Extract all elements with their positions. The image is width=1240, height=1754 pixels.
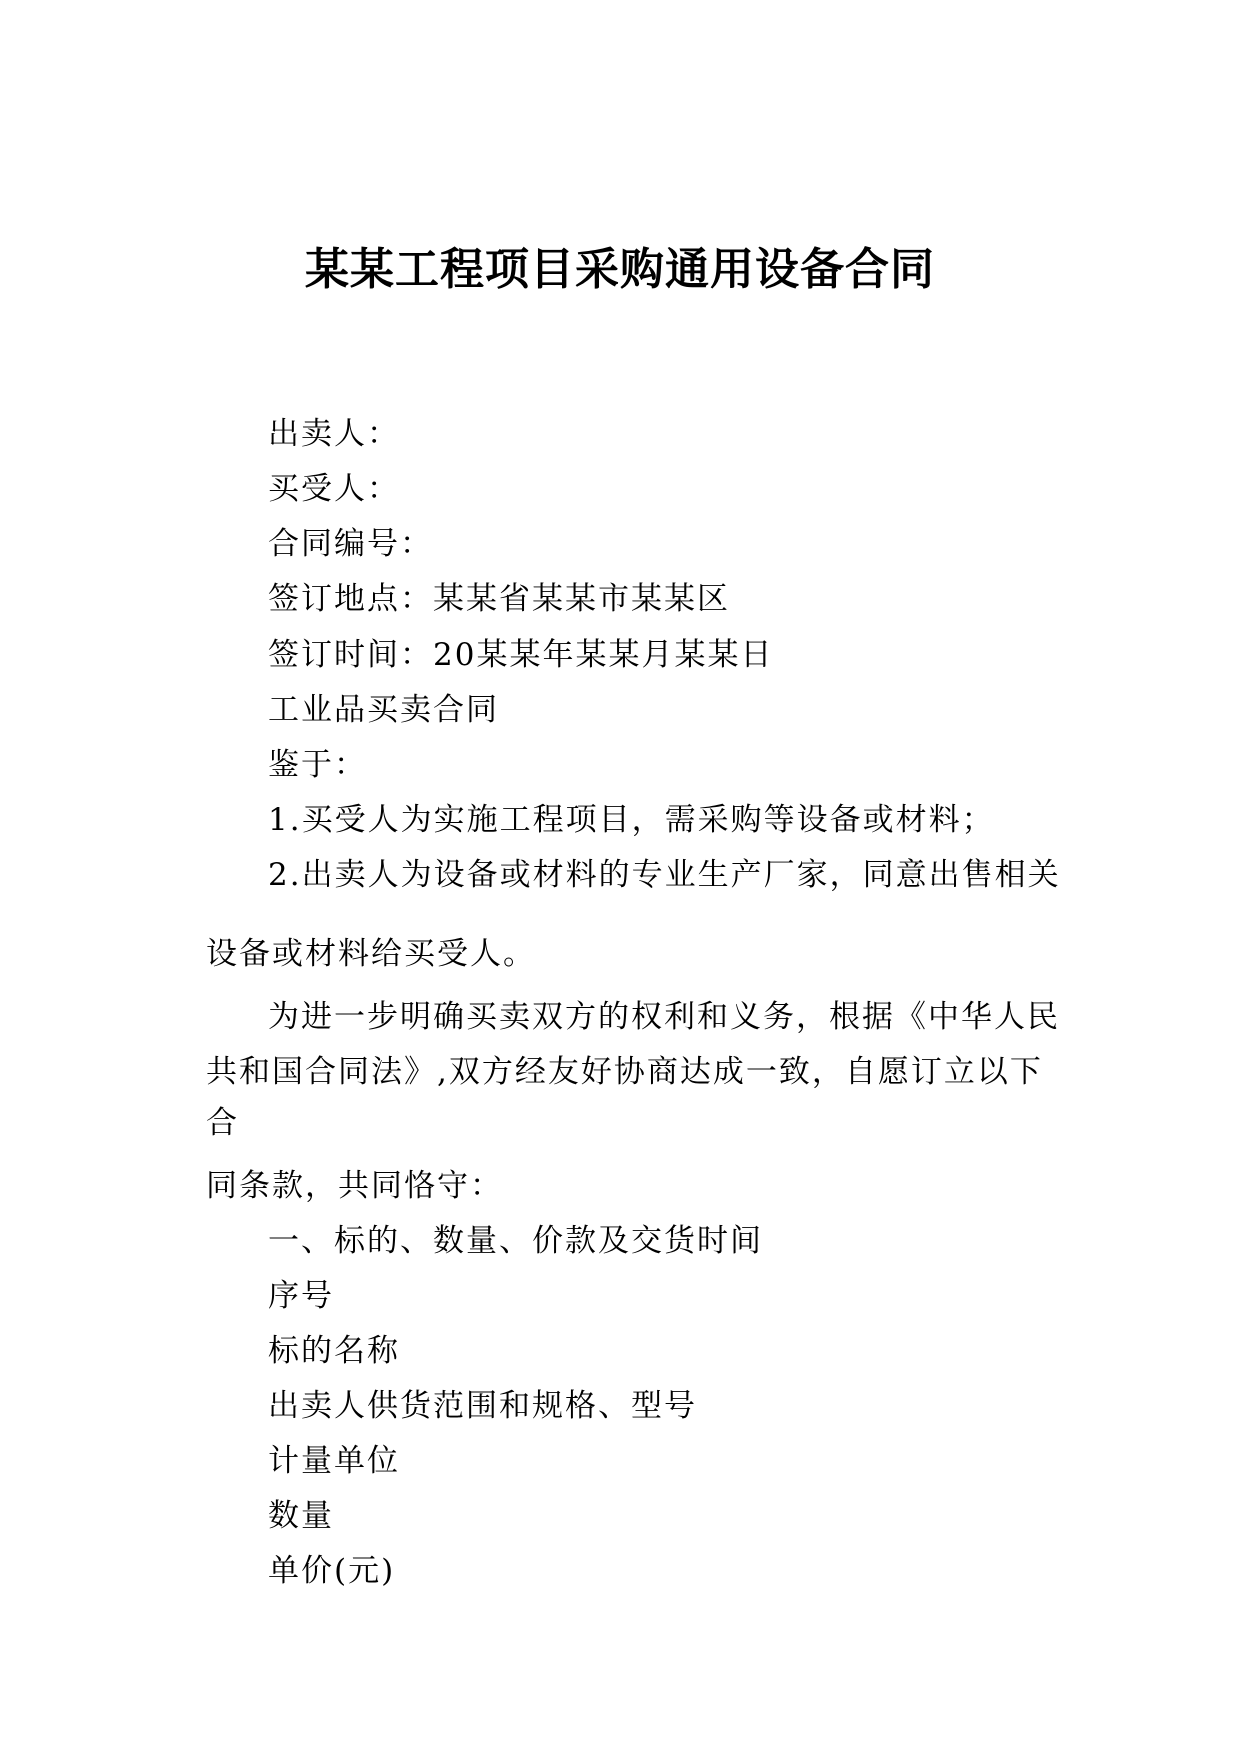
column-quantity: 数量 [268,1498,334,1534]
whereas-item-2-continued: 设备或材料给买受人。 [206,936,536,972]
signing-place: 签订地点：某某省某某市某某区 [268,581,730,617]
column-scope-spec-model: 出卖人供货范围和规格、型号 [268,1388,697,1424]
buyer-label: 买受人： [268,471,400,507]
whereas-heading: 鉴于： [268,747,367,783]
section-1-heading: 一、标的、数量、价款及交货时间 [268,1223,763,1259]
seller-label: 出卖人： [268,416,400,452]
contract-number-label: 合同编号： [268,526,433,562]
whereas-item-1: 1.买受人为实施工程项目，需采购等设备或材料； [268,802,995,838]
signing-date: 签订时间：20某某年某某月某某日 [268,637,774,673]
contract-type: 工业品买卖合同 [268,692,499,728]
preamble-paragraph: 为进一步明确买卖双方的权利和义务，根据《中华人民 [268,999,1060,1035]
preamble-paragraph-line-2: 共和国合同法》,双方经友好协商达成一致，自愿订立以下 [206,1054,1043,1090]
whereas-item-2: 2.出卖人为设备或材料的专业生产厂家，同意出售相关 [268,857,1061,893]
column-serial-number: 序号 [268,1278,334,1314]
column-unit: 计量单位 [268,1443,400,1479]
preamble-paragraph-line-4: 同条款，共同恪守： [206,1168,503,1204]
preamble-paragraph-line-3: 合 [206,1105,239,1141]
column-unit-price: 单价(元) [268,1553,396,1589]
column-item-name: 标的名称 [268,1333,400,1369]
document-title: 某某工程项目采购通用设备合同 [305,244,935,295]
